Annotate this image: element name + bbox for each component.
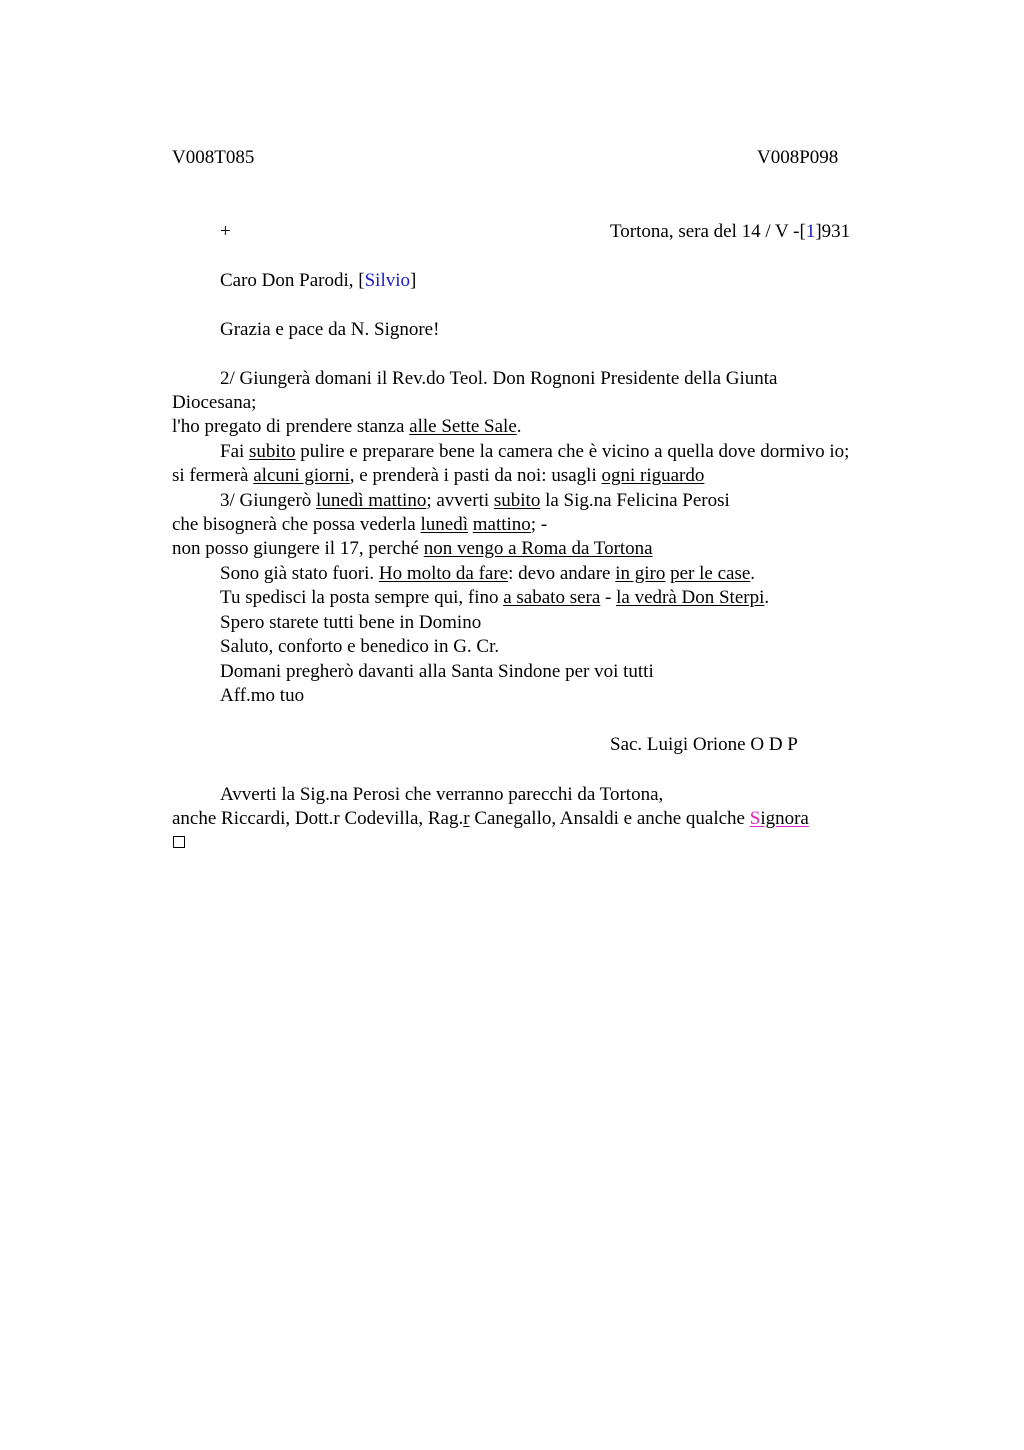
text-span: ; avverti [426, 490, 494, 511]
cross-mark: + [220, 221, 231, 242]
salutation-prefix: Caro Don Parodi, [ [220, 270, 365, 291]
underlined-span: Ho molto da fare [378, 563, 509, 584]
text-span: 3/ Giungerò [220, 490, 317, 511]
archive-code-left: V008T085 [172, 147, 255, 168]
text-span: ignora [760, 808, 809, 829]
text-span: pulire e preparare bene la camera che è vicino a quella dove dormivo io; [295, 441, 850, 462]
place-date-prefix: Tortona, sera del 14 / V -[ [610, 221, 806, 242]
underlined-span: alle Sette Sale [409, 416, 517, 437]
text-span: Tu spedisci la posta sempre qui, fino [220, 587, 504, 608]
text-span: . [516, 416, 522, 437]
p1-line4 [220, 440, 849, 464]
correction-letter: S [749, 808, 761, 829]
p3-line2 [220, 586, 769, 610]
p1-line5 [172, 464, 704, 488]
text-span: : devo andare [508, 563, 616, 584]
editorial-insertion: 1 [805, 221, 816, 242]
p1-line3 [172, 415, 522, 439]
text-span: . [764, 587, 770, 608]
postscript-line1: Avverti la Sig.na Perosi che verranno parecchi da Tortona, [220, 784, 664, 805]
underlined-span: mattino [472, 514, 531, 535]
underlined-span: la vedrà Don Sterpi [616, 587, 765, 608]
underlined-span: subito [493, 490, 541, 511]
p1-line2: Diocesana; [172, 392, 257, 413]
underlined-span: lunedì mattino [316, 490, 427, 511]
p3-line5: Domani pregherò davanti alla Santa Sindone per voi tutti [220, 661, 654, 682]
text-span: Canegallo, Ansaldi e anche qualche [469, 808, 750, 829]
underlined-span: alcuni giorni [253, 465, 350, 486]
text-span: si fermerà [172, 465, 254, 486]
underlined-span: non vengo a Roma da Tortona [423, 538, 653, 559]
p1-line1: 2/ Giungerà domani il Rev.do Teol. Don Rognoni Presidente della Giunta [220, 368, 778, 389]
underlined-span: r [463, 808, 470, 829]
text-span: anche Riccardi, Dott.r Codevilla, Rag. [172, 808, 464, 829]
p2-line3 [172, 537, 653, 561]
editorial-insertion-name: Silvio [364, 270, 410, 291]
text-span: ; - [530, 514, 548, 535]
underlined-span: lunedì [420, 514, 468, 535]
underlined-span: a sabato sera [503, 587, 601, 608]
text-span: la Sig.na Felicina Perosi [540, 490, 730, 511]
place-date [610, 220, 850, 244]
underlined-span: ogni riguardo [601, 465, 705, 486]
text-span: . [750, 563, 756, 584]
end-marker-box-icon [173, 836, 185, 848]
text-span: - [600, 587, 617, 608]
signature: Sac. Luigi Orione O D P [610, 734, 798, 755]
underlined-span: in giro [615, 563, 666, 584]
text-span: non posso giungere il 17, perché [172, 538, 424, 559]
archive-code-right: V008P098 [757, 147, 839, 168]
p3-line3: Spero starete tutti bene in Domino [220, 612, 482, 633]
correction-word [750, 808, 809, 829]
underlined-span: subito [249, 441, 296, 462]
p3-line1 [220, 562, 755, 586]
postscript-line2 [172, 807, 809, 831]
greeting: Grazia e pace da N. Signore! [220, 319, 440, 340]
text-span: Fai [220, 441, 250, 462]
p2-line2 [172, 513, 547, 537]
text-span: che bisognerà che possa vederla [172, 514, 421, 535]
underlined-span: per le case [670, 563, 751, 584]
place-date-suffix: ]931 [815, 221, 851, 242]
p3-line6: Aff.mo tuo [220, 685, 305, 706]
text-span: Sono già stato fuori. [220, 563, 379, 584]
salutation-suffix: ] [410, 270, 417, 291]
p2-line1 [220, 489, 730, 513]
salutation [220, 269, 416, 293]
p3-line4: Saluto, conforto e benedico in G. Cr. [220, 636, 500, 657]
text-span: l'ho pregato di prendere stanza [172, 416, 410, 437]
text-span: , e prenderà i pasti da noi: usagli [349, 465, 602, 486]
